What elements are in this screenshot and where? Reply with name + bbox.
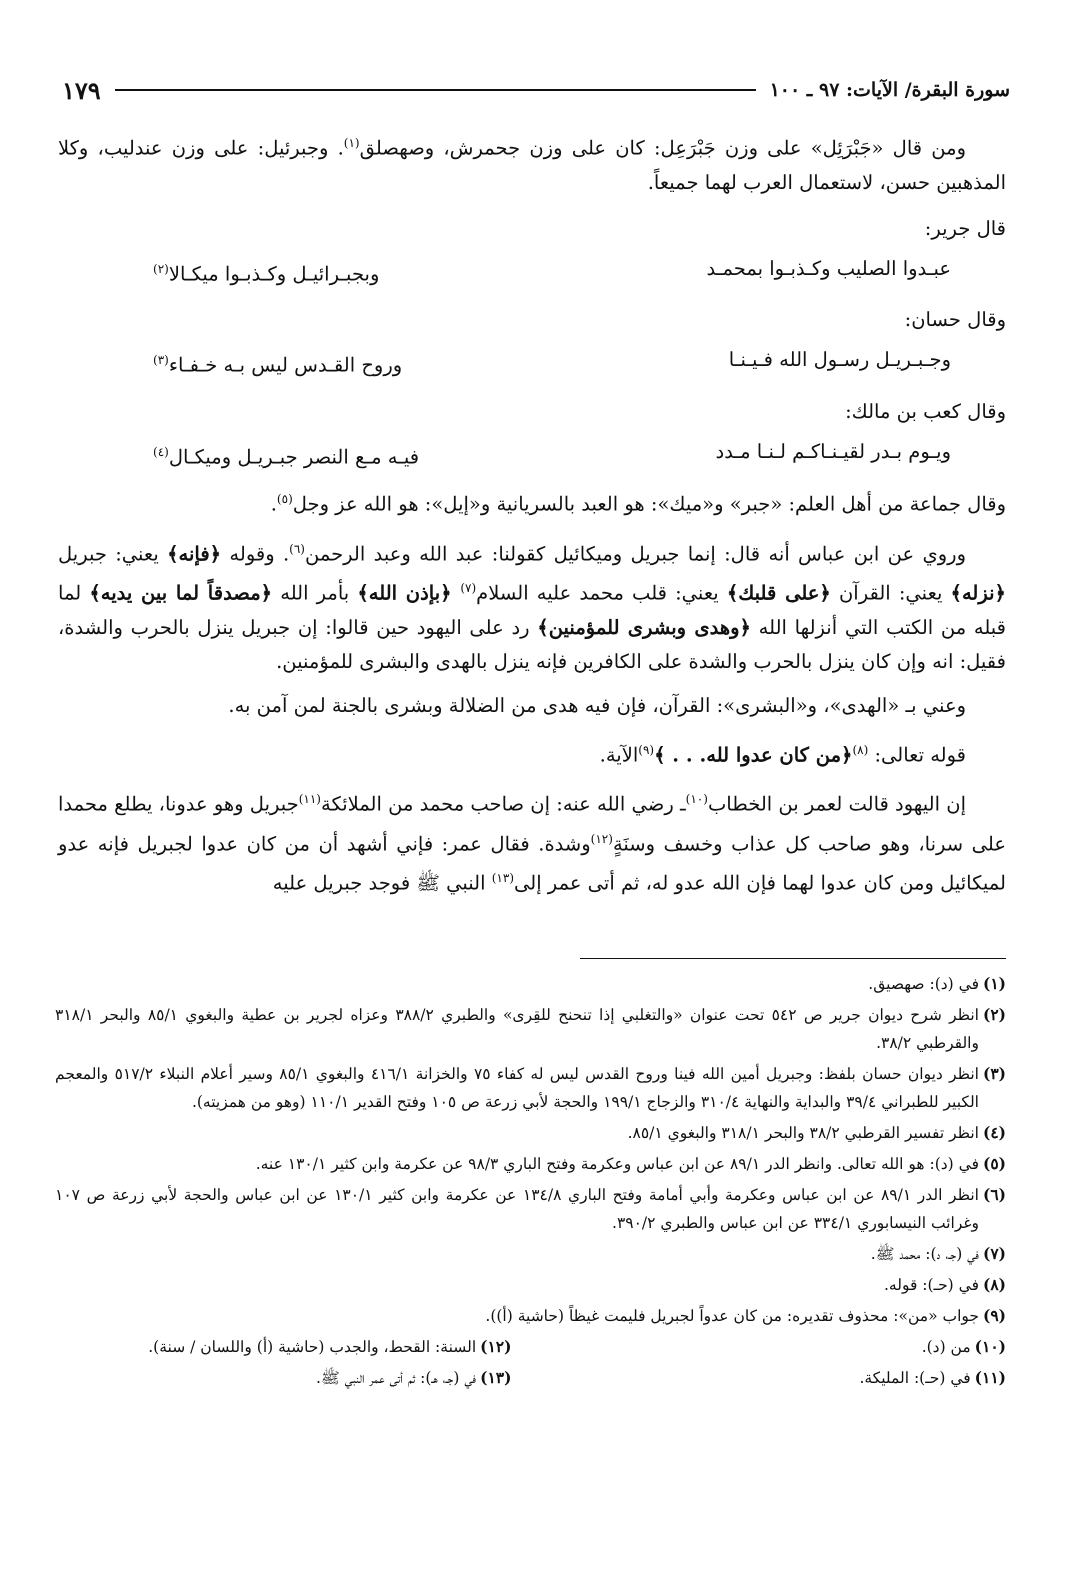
verse-hemistich: وبجبـرائيـل وكـذبـوا ميكـالا$^{(٢)}$ <box>153 261 380 285</box>
header-rule <box>115 89 756 91</box>
quran-quote: ﴿وهدى وبشرى للمؤمنين﴾ <box>537 615 751 639</box>
jarir-intro: قال جرير: <box>924 216 1006 240</box>
running-header <box>62 70 1010 110</box>
footnote-ref[interactable]: (١٣) <box>491 871 514 885</box>
footnote: (٩) جواب «من»: محذوف تقديره: من كان عدواً لجبريل فليمت غيظاً (حاشية (أ)). <box>485 1306 1006 1325</box>
footnote: (٨) في (حـ): قوله. <box>883 1275 1006 1294</box>
footnote: (٦) انظر الدر ٨٩/١ عن ابن عباس وعكرمة وأبي أمامة وفتح الباري ١٣٤/٨ عن عكرمة وابن كثير ١٣٠/١ عن ابن عباس والحجة لأبي زرعة ص ١٠٧ وغرائب النيسابوري ٣٣٤/١ عن ابن عباس والطبري ٣٩٠/٢. <box>55 1185 1006 1232</box>
footnote: (١٢) السنة: القحط، والجدب (حاشية (أ) واللسان / سنة). <box>148 1337 512 1356</box>
paragraph-ibn-abbas: وروي عن ابن عباس أنه قال: إنما جبريل وميكائيل كقولنا: عبد الله وعبد الرحمن$^{(٦)}$. وقوله ﴿فإنه﴾ يعني: جبريل ﴿نزله﴾ يعني: القرآن ﴿على قلبك﴾ يعني: قلب محمد عليه السلام$^{(٧)}$ ﴿بإذن الله﴾ بأمر الله ﴿مصدقاً لما بين يديه﴾ لما قبله من الكتب التي أنزلها الله ﴿وهدى وبشرى للمؤمنين﴾ رد على اليهود حين قالوا: إن جبريل ينزل بالحرب والشدة، فقيل: انه وإن كان ينزل بالحرب والشدة على الكافرين فإنه ينزل بالهدى والبشرى للمؤمنين. <box>58 541 1006 673</box>
paragraph-yahud: إن اليهود قالت لعمر بن الخطاب$^{(١٠)}$ـ رضي الله عنه: إن صاحب محمد من الملائكة$^{(١١)}$جبريل وهو عدونا، يطلع محمدا على سرنا، وهو صاحب كل عذاب وخسف وسنَةٍ$^{(١٢)}$وشدة. فقال عمر: فإني أشهد أن من كان عدوا لجبريل فإنه عدو لميكائيل ومن كان عدوا لهما فإن الله عدو له، ثم أتى عمر إلى$^{(١٣)}$ النبي ﷺ فوجد جبريل عليه <box>58 792 1006 895</box>
footnote-ref[interactable]: (٧) <box>460 581 477 595</box>
footnote: (١٠) من (د). <box>921 1337 1006 1356</box>
quran-quote: ﴿نزله﴾ <box>950 581 1006 605</box>
page-number: ١٧٩ <box>62 75 101 105</box>
footnote: (٥) في (د): هو الله تعالى. وانظر الدر ٨٩/١ عن ابن عباس وعكرمة وفتح الباري ٩٨/٣ عن عكرمة وابن كثير ١٣٠/١ عنه. <box>255 1154 1006 1173</box>
footnote-ref[interactable]: (٣) <box>153 353 169 367</box>
quran-quote: ﴿على قلبك﴾ <box>726 581 831 605</box>
quran-quote: ﴿فإنه﴾ <box>167 542 222 565</box>
verse-jarir <box>58 252 1006 292</box>
footnote-ref[interactable]: (١٠) <box>685 792 708 806</box>
paragraph-jibril-forms: ومن قال «جَبْرَئِل» على وزن جَبْرَعِل: كان على وزن جحمرش، وصهصلق$^{(١)}$. وجبرئيل: على وزن عندليب، وكلا المذهبين حسن، لاستعمال العرب لهما جميعاً. <box>58 136 1006 194</box>
footnote-ref[interactable]: (٩) <box>638 742 655 757</box>
verse-hemistich: ويـوم بـدر لقيـنـاكـم لـنـا مـدد <box>715 439 951 463</box>
verse-hemistich: وروح القـدس ليس بـه خـفـاء$^{(٣)}$ <box>153 353 403 377</box>
footnote-separator <box>580 958 1006 959</box>
paragraph-ahl-ilm: وقال جماعة من أهل العلم: «جبر» و«ميك»: هو العبد بالسريانية و«إيل»: هو الله عز وجل$^{(٥)}$. <box>270 492 1006 516</box>
main-text <box>58 126 1006 911</box>
footnote-ref[interactable]: (٢) <box>153 261 169 276</box>
verse-hassan <box>58 343 1006 383</box>
quran-quote: ﴿من كان عدوا لله. . . ﴾ <box>654 743 853 766</box>
quran-quote: ﴿بإذن الله﴾ <box>357 581 461 605</box>
footnote-ref[interactable]: (١١) <box>298 792 321 806</box>
footnote: (٧) في (جـ، د): محمد ﷺ. <box>870 1244 1006 1263</box>
header-title: سورة البقرة/ الآيات: ٩٧ ـ ١٠٠ <box>769 79 1010 101</box>
footnote: (١٣) في (جـ، هـ): ثم أتى عمر النبي ﷺ. <box>316 1368 512 1387</box>
footnote-ref[interactable]: (٨) <box>852 742 869 757</box>
verse-hemistich: عبـدوا الصليب وكـذبـوا بمحمـد <box>706 256 951 280</box>
footnote: (٣) انظر ديوان حسان بلفظ: وجبريل أمين الله فينا وروح القدس ليس له كفاء ٧٥ والخزانة ٤١٦/١ والبغوي ٨٥/١ وسير أعلام النبلاء ٥١٧/٢ والمعجم الكبير للطبراني ٣٩/٤ والبداية والنهاية ٣١٠/٤ والزجاج ١٩٩/١ والحجة لأبي زرعة ص ١٠٥ وفتح القدير ١١٠/١ (وهو من همزيته). <box>55 1064 1006 1111</box>
footnotes <box>55 970 1006 1395</box>
footnote: (٢) انظر شرح ديوان جرير ص ٥٤٢ تحت عنوان «والتغلبي إذا تنحنح للقِرى» والطبري ٣٨٨/٢ وعزاه لجرير بن عطية والبغوي ٨٥/١ والبحر ٣١٨/١ والقرطبي ٣٨/٢. <box>55 1005 1006 1052</box>
verse-hemistich: وجـبـريـل رسـول الله فـيـنـا <box>728 348 951 371</box>
footnote: (١١) في (حـ): المليكة. <box>859 1368 1006 1387</box>
paragraph-huda: وعني بـ «الهدى»، و«البشرى»: القرآن، فإن فيه هدى من الضلالة وبشرى بالجنة لمن آمن به. <box>228 693 966 717</box>
paragraph-qawluhu: قوله تعالى: $^{(٨)}$﴿من كان عدوا لله. . . ﴾$^{(٩)}$الآية. <box>599 742 966 766</box>
footnote-pair <box>55 1333 1006 1361</box>
footnote: (٤) انظر تفسير القرطبي ٣٨/٢ والبحر ٣١٨/١ والبغوي ٨٥/١. <box>627 1123 1006 1142</box>
footnote-ref[interactable]: (٦) <box>289 541 305 556</box>
footnote: (١) في (د): صهصيق. <box>868 974 1006 993</box>
footnote-ref[interactable]: (١) <box>343 136 360 150</box>
footnote-ref[interactable]: (٥) <box>276 492 293 506</box>
kaab-intro: وقال كعب بن مالك: <box>845 399 1006 423</box>
footnote-pair <box>55 1364 1006 1392</box>
hassan-intro: وقال حسان: <box>904 308 1006 331</box>
verse-hemistich: فيـه مـع النصر جبـريـل وميكـال$^{(٤)}$ <box>153 444 420 468</box>
verse-kaab <box>58 435 1006 475</box>
footnote-ref[interactable]: (١٢) <box>590 831 613 846</box>
quran-quote: ﴿مصدقاً لما بين يديه﴾ <box>89 581 273 605</box>
footnote-ref[interactable]: (٤) <box>153 444 169 459</box>
